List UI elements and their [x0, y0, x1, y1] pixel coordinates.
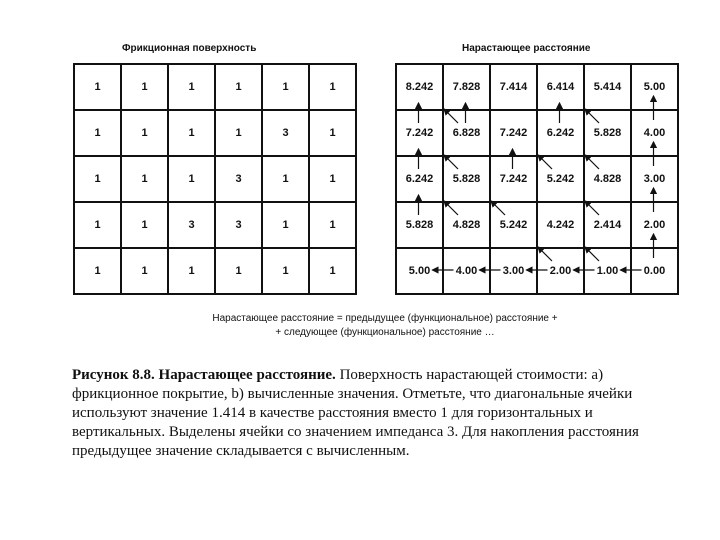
- friction-row: [74, 202, 356, 248]
- accumulated-cell: 4.242: [537, 202, 584, 248]
- friction-title: Фрикционная поверхность: [122, 43, 257, 54]
- figure-caption: [72, 366, 684, 461]
- friction-row: [74, 156, 356, 202]
- accumulated-cell: 4.00: [443, 248, 490, 294]
- friction-cell: 1: [262, 248, 309, 294]
- accumulated-cell: 7.242: [490, 110, 537, 156]
- friction-cell: 1: [309, 202, 356, 248]
- friction-row: [74, 110, 356, 156]
- friction-row: [74, 248, 356, 294]
- friction-cell: 1: [74, 110, 121, 156]
- friction-cell: 1: [215, 248, 262, 294]
- accumulated-cell: 7.242: [396, 110, 443, 156]
- friction-cell: 1: [309, 110, 356, 156]
- caption-label: Рисунок 8.8. Нарастающее расстояние.: [72, 367, 336, 383]
- accumulated-cell: 1.00: [584, 248, 631, 294]
- accumulated-cell: 6.242: [396, 156, 443, 202]
- accumulated-cell: 5.242: [537, 156, 584, 202]
- friction-cell: 1: [121, 156, 168, 202]
- accumulated-cell: 5.00: [631, 64, 678, 110]
- accumulated-cell: 7.242: [490, 156, 537, 202]
- accumulated-cell: 0.00: [631, 248, 678, 294]
- accumulated-cell: 6.414: [537, 64, 584, 110]
- friction-cell: 1: [309, 156, 356, 202]
- accumulated-cell: 8.242: [396, 64, 443, 110]
- accumulated-cell: 2.00: [537, 248, 584, 294]
- accumulated-cell: 7.828: [443, 64, 490, 110]
- friction-cell: 1: [309, 64, 356, 110]
- friction-cell: 1: [74, 64, 121, 110]
- accumulated-grid: [395, 63, 679, 295]
- friction-grid: [73, 63, 357, 295]
- accumulated-cell: 3.00: [631, 156, 678, 202]
- friction-cell: 1: [262, 156, 309, 202]
- friction-cell: 1: [262, 64, 309, 110]
- formula-line-1: Нарастающее расстояние = предыдущее (функциональное) расстояние +: [212, 313, 558, 324]
- friction-cell: 1: [168, 156, 215, 202]
- accumulated-cell: 4.828: [443, 202, 490, 248]
- accumulated-cell: 5.242: [490, 202, 537, 248]
- accumulated-row: [396, 248, 678, 294]
- accumulated-cell: 3.00: [490, 248, 537, 294]
- caption-text: Поверхность нарастающей стоимости: а) фрикционное покрытие, b) вычисленные значения. Отметьте, что диагональные ячейки используют значение 1.414 в качестве расстояния вместо 1 для горизонтальных и вертикальных. Выделены ячейки со значением импеданса 3. Для накопления расстояния предыдущее значение складывается с вычисленным.: [72, 367, 639, 459]
- accumulated-cell: 5.00: [396, 248, 443, 294]
- accumulated-row: [396, 110, 678, 156]
- accumulated-cell: 5.828: [584, 110, 631, 156]
- accumulated-row: [396, 64, 678, 110]
- friction-cell: 1: [121, 248, 168, 294]
- friction-cell: 1: [168, 248, 215, 294]
- friction-cell: 1: [74, 202, 121, 248]
- friction-cell: 1: [168, 64, 215, 110]
- friction-cell: 1: [121, 64, 168, 110]
- accumulated-cell: 2.00: [631, 202, 678, 248]
- accumulated-row: [396, 202, 678, 248]
- accumulated-title: Нарастающее расстояние: [462, 43, 591, 54]
- friction-cell: 1: [215, 110, 262, 156]
- friction-cell: 1: [121, 202, 168, 248]
- formula-line-2: + следующее (функциональное) расстояние …: [275, 327, 495, 338]
- accumulated-cell: 4.00: [631, 110, 678, 156]
- friction-cell: 1: [74, 248, 121, 294]
- friction-cell: 1: [215, 64, 262, 110]
- accumulated-cell: 4.828: [584, 156, 631, 202]
- friction-cell: 3: [215, 202, 262, 248]
- friction-cell: 3: [215, 156, 262, 202]
- friction-cell: 1: [309, 248, 356, 294]
- friction-cell: 1: [74, 156, 121, 202]
- accumulated-cell: 7.414: [490, 64, 537, 110]
- accumulated-cell: 6.828: [443, 110, 490, 156]
- friction-cell: 1: [168, 110, 215, 156]
- accumulated-cell: 5.828: [396, 202, 443, 248]
- friction-cell: 3: [262, 110, 309, 156]
- accumulated-cell: 6.242: [537, 110, 584, 156]
- friction-cell: 3: [168, 202, 215, 248]
- accumulated-row: [396, 156, 678, 202]
- accumulated-cell: 5.414: [584, 64, 631, 110]
- friction-cell: 1: [262, 202, 309, 248]
- accumulated-cell: 2.414: [584, 202, 631, 248]
- friction-cell: 1: [121, 110, 168, 156]
- accumulated-cell: 5.828: [443, 156, 490, 202]
- friction-row: [74, 64, 356, 110]
